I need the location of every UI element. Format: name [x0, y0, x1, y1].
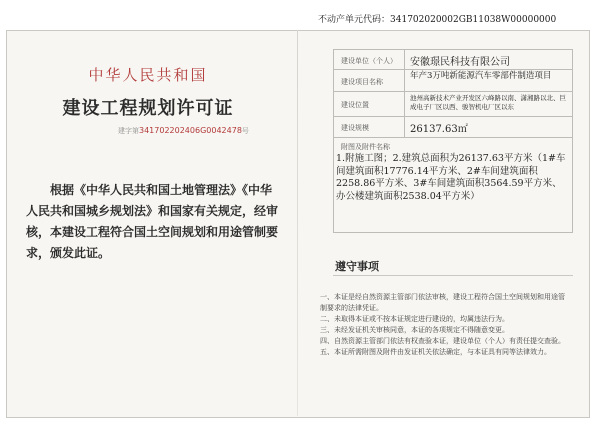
realty-unit-code-label: 不动产单元代码：	[318, 15, 391, 25]
attachments-text: 1.附施工图；2.建筑总面积为26137.63平方米（1#车间建筑面积17776.14平方米、2#车间建筑面积2258.86平方米、3#车间建筑面积3564.59平方米、办公楼建筑面积2538.04平方米）	[336, 153, 566, 202]
issuing-country: 中华人民共和国	[88, 66, 208, 84]
note-item: 三、未经发证机关审核同意，本证的各项规定不得随意变更。	[320, 326, 509, 334]
row-value: 安徽璟民科技有限公司	[410, 57, 510, 68]
attachments-label: 附图及附件名称	[341, 143, 390, 151]
row-location	[333, 91, 573, 117]
note-item: 五、本证所需附图及附件由发证机关依法确定，与本证具有同等法律效力。	[320, 348, 551, 356]
page-fold	[297, 30, 298, 416]
note-item: 四、自然资源主管部门依法有权查验本证，建设单位（个人）有责任提交查验。	[320, 337, 565, 345]
row-value: 26137.63㎡	[410, 124, 468, 135]
note-item: 二、未取得本证或不按本证规定进行建设的，均属违法行为。	[320, 315, 509, 323]
realty-unit-code	[318, 12, 556, 25]
row-value: 池州高新技术产业开发区六峰路以南、潇湘路以北、巨成电子厂区以西、骏智机电厂区以东	[410, 94, 566, 111]
row-label: 建设位置	[341, 101, 369, 109]
permit-suffix: 号	[241, 127, 249, 135]
row-construction-unit	[333, 49, 573, 70]
row-scale	[333, 116, 573, 138]
row-label: 建设规模	[341, 124, 369, 132]
permit-prefix: 建字第	[118, 127, 139, 135]
permit-number: 341702202406G0042478	[139, 126, 242, 135]
row-value: 年产3万吨新能源汽车零部件制造项目	[410, 71, 552, 81]
row-project-name	[333, 69, 573, 92]
certificate-title: 建设工程规划许可证	[62, 98, 234, 119]
row-label: 建设单位（个人）	[341, 57, 397, 65]
notes-title: 遵守事项	[335, 260, 379, 273]
realty-unit-code-value: 341702020002GB11038W00000000	[390, 15, 557, 25]
notes-divider	[333, 275, 573, 276]
row-label: 建设项目名称	[341, 78, 383, 86]
notes-list	[320, 292, 570, 358]
note-item: 一、本证是经自然资源主管部门依法审核，建设工程符合国土空间规划和用途管制要求的法律凭证。	[320, 293, 565, 312]
permit-number-line	[118, 126, 249, 136]
certificate-body-text: 根据《中华人民共和国土地管理法》《中华人民共和国城乡规划法》和国家有关规定，经审核，本建设工程符合国土空间规划和用途管制要求，颁发此证。	[26, 183, 279, 260]
